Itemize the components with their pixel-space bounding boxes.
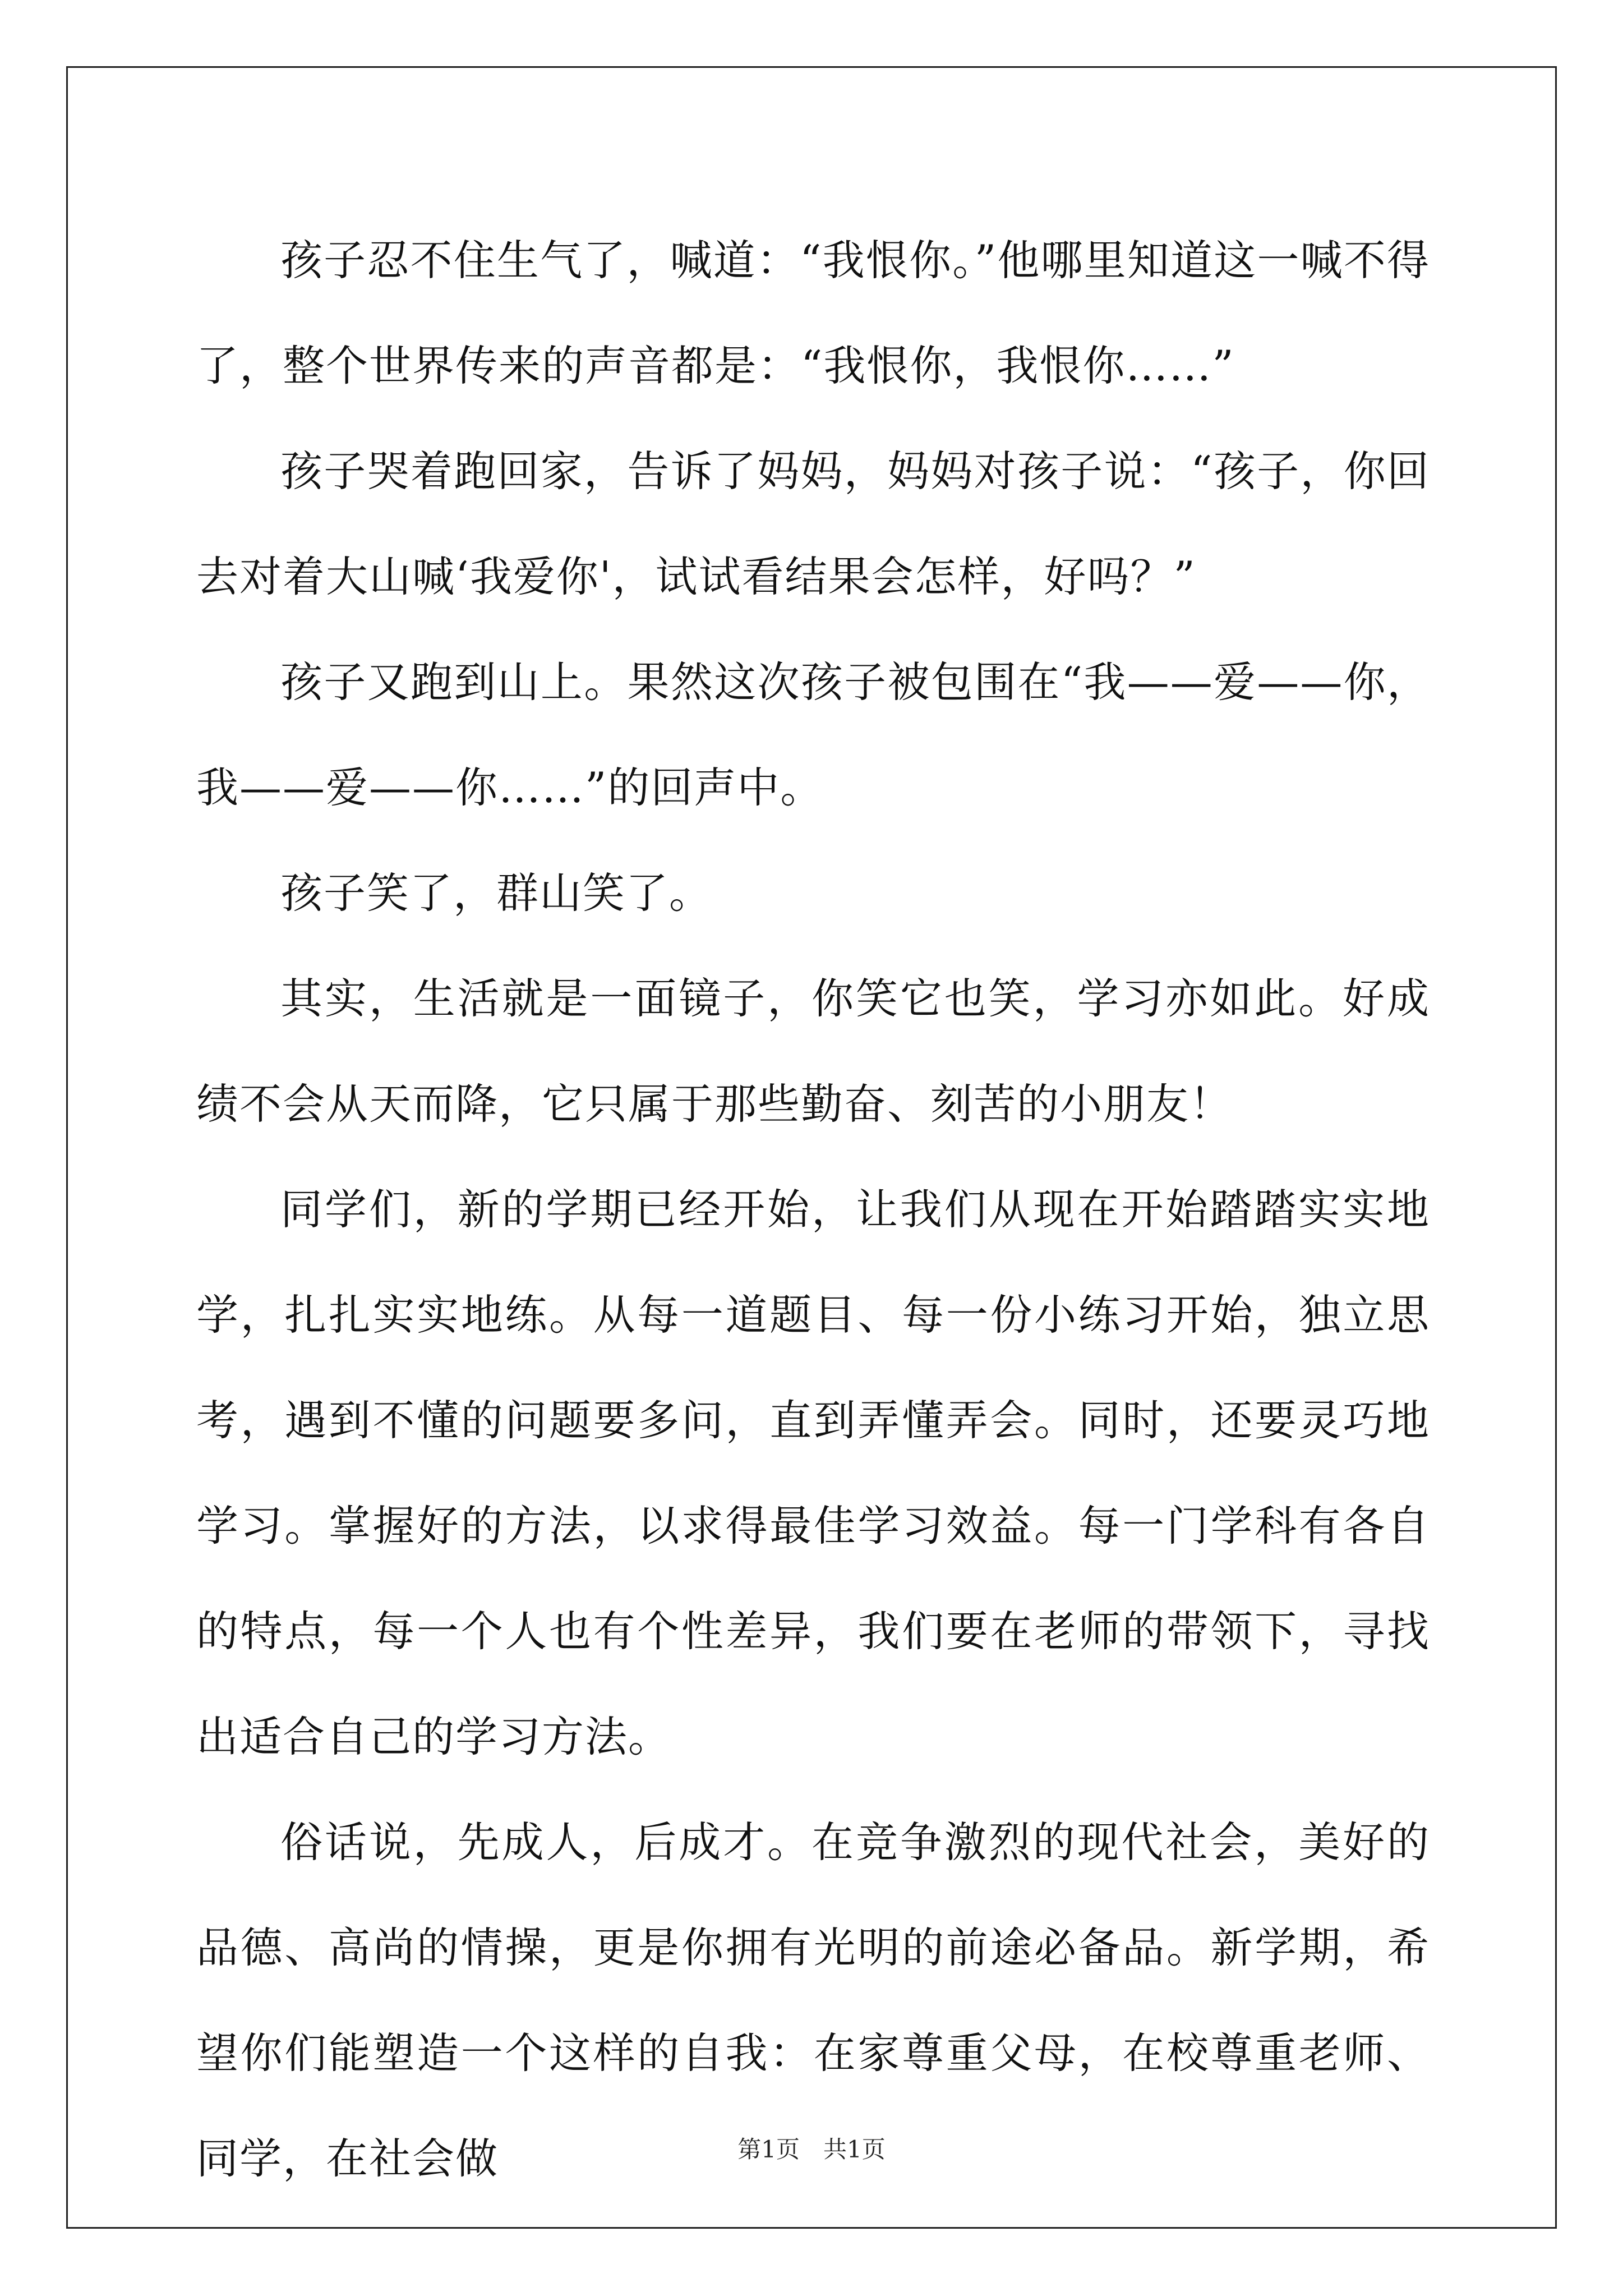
paragraph-2: 孩子哭着跑回家，告诉了妈妈，妈妈对孩子说：“孩子，你回去对着大山喊‘我爱你'，试试看结果会怎样，好吗？” [196,447,1430,601]
paragraph-6: 同学们，新的学期已经开始，让我们从现在开始踏踏实实地学，扎扎实实地练。从每一道题目、每一份小练习开始，独立思考，遇到不懂的问题要多问，直到弄懂弄会。同时，还要灵巧地学习。掌握好的方法，以求得最佳学习效益。每一门学科有各自的特点，每一个人也有个性差异，我们要在老师的带领下，寻找出适合自己的学习方法。 [196,1185,1430,1761]
document-body [196,208,1430,2211]
page-footer: 第1页 共1页 [737,2136,886,2163]
paragraph-1: 孩子忍不住生气了，喊道：“我恨你。”他哪里知道这一喊不得了，整个世界传来的声音都是：“我恨你，我恨你……” [196,236,1430,390]
paragraph-4: 孩子笑了，群山笑了。 [280,868,713,918]
paragraph-5: 其实，生活就是一面镜子，你笑它也笑，学习亦如此。好成绩不会从天而降，它只属于那些勤奋、刻苦的小朋友！ [196,974,1430,1129]
paragraph-3: 孩子又跑到山上。果然这次孩子被包围在“我——爱——你，我——爱——你……”的回声中。 [196,657,1430,812]
paragraph-7: 俗话说，先成人，后成才。在竞争激烈的现代社会，美好的品德、高尚的情操，更是你拥有光明的前途必备品。新学期，希望你们能塑造一个这样的自我：在家尊重父母，在校尊重老师、同学，在社会做 [196,1818,1430,2183]
